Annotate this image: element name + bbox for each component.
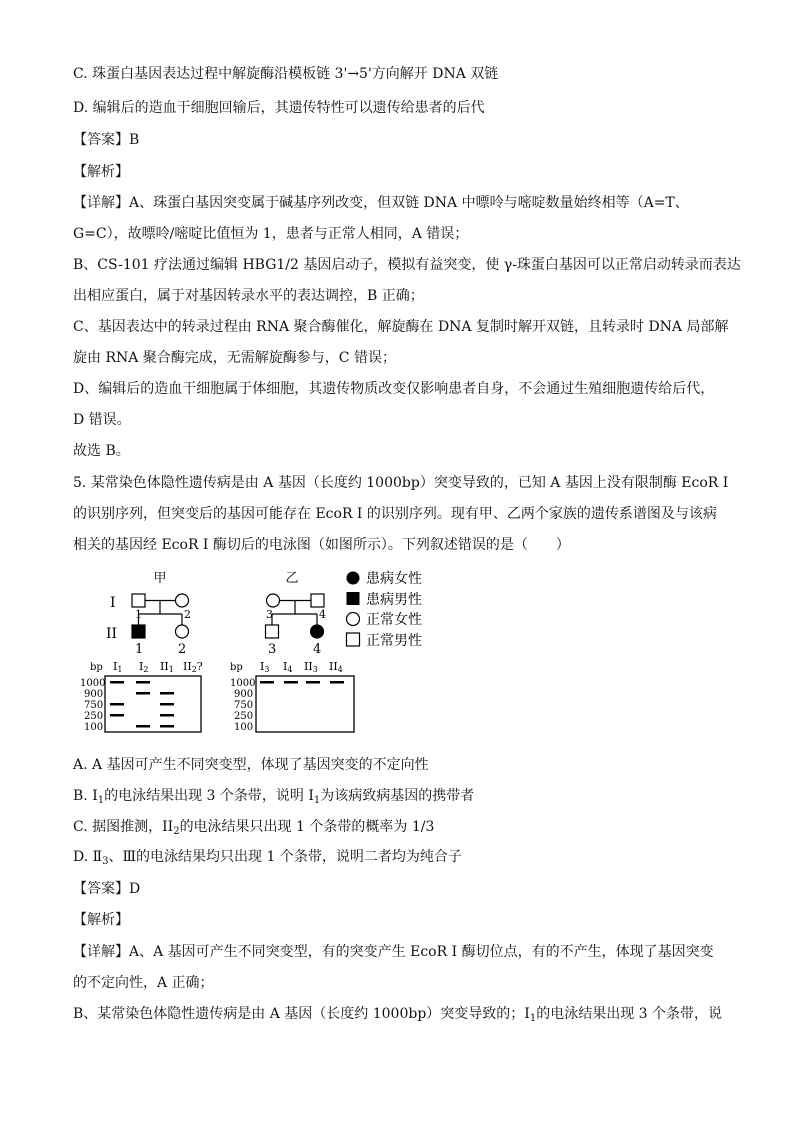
gel1-band-ii1-900 xyxy=(160,692,174,695)
gel1-lane-i1: I1 xyxy=(113,660,123,674)
gel2-band-i4-1000 xyxy=(284,681,298,684)
jia-i1-normal-male xyxy=(132,594,145,607)
text-line: 相关的基因经 EcoR I 酶切后的电泳图（如图所示）。下列叙述错误的是（ ） xyxy=(73,537,570,553)
text-line: 出相应蛋白，属于对基因转录水平的表达调控，B 正确； xyxy=(73,288,424,304)
yi-ii3-normal-male xyxy=(266,625,279,638)
yi-ii4-affected-female xyxy=(311,625,324,638)
jia-i2-number: 2 xyxy=(184,608,191,621)
generation-i-label: I xyxy=(110,595,116,611)
gel1-band-ii1-250 xyxy=(160,714,174,717)
text-line: 旋由 RNA 聚合酶完成，无需解旋酶参与，C 错误； xyxy=(73,350,396,366)
legend-affected-male: 患病男性 xyxy=(366,592,422,608)
gel2-band-ii4-1000 xyxy=(330,681,344,684)
family-yi-label: 乙 xyxy=(285,571,299,586)
jia-ii2-normal-female xyxy=(176,625,189,638)
yi-ii3-number: 3 xyxy=(268,642,277,657)
detail-2-line-1: 【详解】A、A 基因可产生不同突变型，有的突变产生 EcoR I 酶切位点，有的不产生，体现了基因突变 xyxy=(73,944,714,960)
detail-2-line-3: B、某常染色体隐性遗传病是由 A 基因（长度约 1000bp）突变导致的；$Ⅰ_1$的电泳结果出现 3 个条带，说 xyxy=(73,1006,723,1024)
jia-ii2-number: 2 xyxy=(178,642,187,657)
gel2-bp-250: 250 xyxy=(234,711,254,722)
gel2-band-i3-1000 xyxy=(260,681,274,684)
gel2-frame xyxy=(256,676,354,732)
legend-normal-male: 正常男性 xyxy=(366,633,422,649)
figure-svg xyxy=(80,566,440,736)
yi-i3-normal-female xyxy=(267,594,280,607)
gel2-lane-ii3: II3 xyxy=(304,660,318,674)
gel1-lane-ii2: II2? xyxy=(183,660,203,674)
text-line: C、基因表达中的转录过程由 RNA 聚合酶催化，解旋酶在 DNA 复制时解开双链，且转录时 DNA 局部解 xyxy=(73,319,729,335)
text-line: G=C），故嘌呤/嘧啶比值恒为 1，患者与正常人相同，A 错误； xyxy=(73,226,469,242)
gel1-band-i2-1000 xyxy=(136,681,150,684)
text-line: 5. 某常染色体隐性遗传病是由 A 基因（长度约 1000bp）突变导致的，已知 A 基因上没有限制酶 EcoR I xyxy=(73,475,729,491)
gel1-band-ii1-100 xyxy=(160,725,174,728)
gel1-lane-ii1: II1 xyxy=(160,660,174,674)
generation-ii-label: II xyxy=(106,626,118,642)
jia-i1-number: 1 xyxy=(135,608,142,621)
legend-normal-female-symbol xyxy=(347,613,360,626)
option-d: D. $Ⅱ_3$、Ⅲ的电泳结果均只出现 1 个条带，说明二者均为纯合子 xyxy=(73,849,462,867)
legend-affected-female: 患病女性 xyxy=(366,571,422,587)
option-c: C. 据图推测，$II_2$的电泳结果只出现 1 个条带的概率为 1/3 xyxy=(73,819,435,837)
detail-2-line-2: 的不定向性，A 正确； xyxy=(73,975,214,991)
text-line: 的识别序列，但突变后的基因可能存在 EcoR I 的识别序列。现有甲、乙两个家族的遗传系谱图及与该病 xyxy=(73,506,717,522)
gel1-bp-250: 250 xyxy=(84,711,104,722)
gel2-bp-100: 100 xyxy=(234,722,254,733)
yi-i4-number: 4 xyxy=(319,608,326,621)
text-line: B、CS-101 疗法通过编辑 HBG1/2 基因启动子，模拟有益突变，使 γ-珠蛋白基因可以正常启动转录而表达 xyxy=(73,257,741,273)
gel1-band-i1-1000 xyxy=(110,681,124,684)
legend-normal-male-symbol xyxy=(347,633,360,646)
text-line: D、编辑后的造血干细胞属于体细胞，其遗传物质改变仅影响患者自身，不会通过生殖细胞遗传给后代， xyxy=(73,381,715,397)
gel2-bp-900: 900 xyxy=(234,689,254,700)
legend-normal-female: 正常女性 xyxy=(366,612,422,628)
option-a: A. A 基因可产生不同突变型，体现了基因突变的不定向性 xyxy=(73,757,429,773)
pedigree-electrophoresis-figure xyxy=(80,566,440,740)
gel2-bp-750: 750 xyxy=(234,700,254,711)
yi-i4-normal-male xyxy=(311,594,324,607)
text-line: C. 珠蛋白基因表达过程中解旋酶沿模板链 3'→5'方向解开 DNA 双链 xyxy=(73,66,499,82)
gel1-band-i2-100 xyxy=(136,725,150,728)
jia-ii1-number: 1 xyxy=(135,642,144,657)
text-line: 【解析】 xyxy=(73,164,129,180)
jia-ii1-affected-male xyxy=(132,625,145,638)
gel2-lane-i3: I3 xyxy=(260,660,270,674)
gel2-bp-label: bp xyxy=(230,662,243,673)
gel1-bp-900: 900 xyxy=(84,689,104,700)
gel2-band-ii3-1000 xyxy=(306,681,320,684)
gel1-lane-i2: I2 xyxy=(139,660,149,674)
text-line: 故选 B。 xyxy=(73,443,130,459)
gel1-band-i1-750 xyxy=(110,703,124,706)
legend-affected-female-symbol xyxy=(347,572,360,585)
text-line: D. 编辑后的造血干细胞回输后，其遗传特性可以遗传给患者的后代 xyxy=(73,100,485,116)
yi-i3-number: 3 xyxy=(266,608,273,621)
text-line: D 错误。 xyxy=(73,412,131,428)
family-jia-label: 甲 xyxy=(153,571,167,586)
gel1-band-i1-250 xyxy=(110,714,124,717)
text-line: 【答案】B xyxy=(73,132,140,148)
gel1-bp-label: bp xyxy=(90,662,103,673)
gel1-bp-1000: 1000 xyxy=(80,678,106,689)
gel1-band-ii1-750 xyxy=(160,703,174,706)
gel2-bp-1000: 1000 xyxy=(230,678,256,689)
gel2-lane-i4: I4 xyxy=(283,660,293,674)
jia-i2-normal-female xyxy=(176,594,189,607)
gel1-bp-100: 100 xyxy=(84,722,104,733)
analysis-2: 【解析】 xyxy=(73,912,129,928)
text-line: 【详解】A、珠蛋白基因突变属于碱基序列改变，但双链 DNA 中嘌呤与嘧啶数量始终相等（A=T、 xyxy=(73,195,689,211)
legend-affected-male-symbol xyxy=(347,592,360,605)
gel1-bp-750: 750 xyxy=(84,700,104,711)
gel1-band-i2-900 xyxy=(136,692,150,695)
answer-2: 【答案】D xyxy=(73,881,141,897)
yi-ii4-number: 4 xyxy=(313,642,322,657)
gel2-lane-ii4: II4 xyxy=(329,660,343,674)
option-b: B. $I_1$的电泳结果出现 3 个条带，说明 $I_1$为该病致病基因的携带者 xyxy=(73,788,475,806)
